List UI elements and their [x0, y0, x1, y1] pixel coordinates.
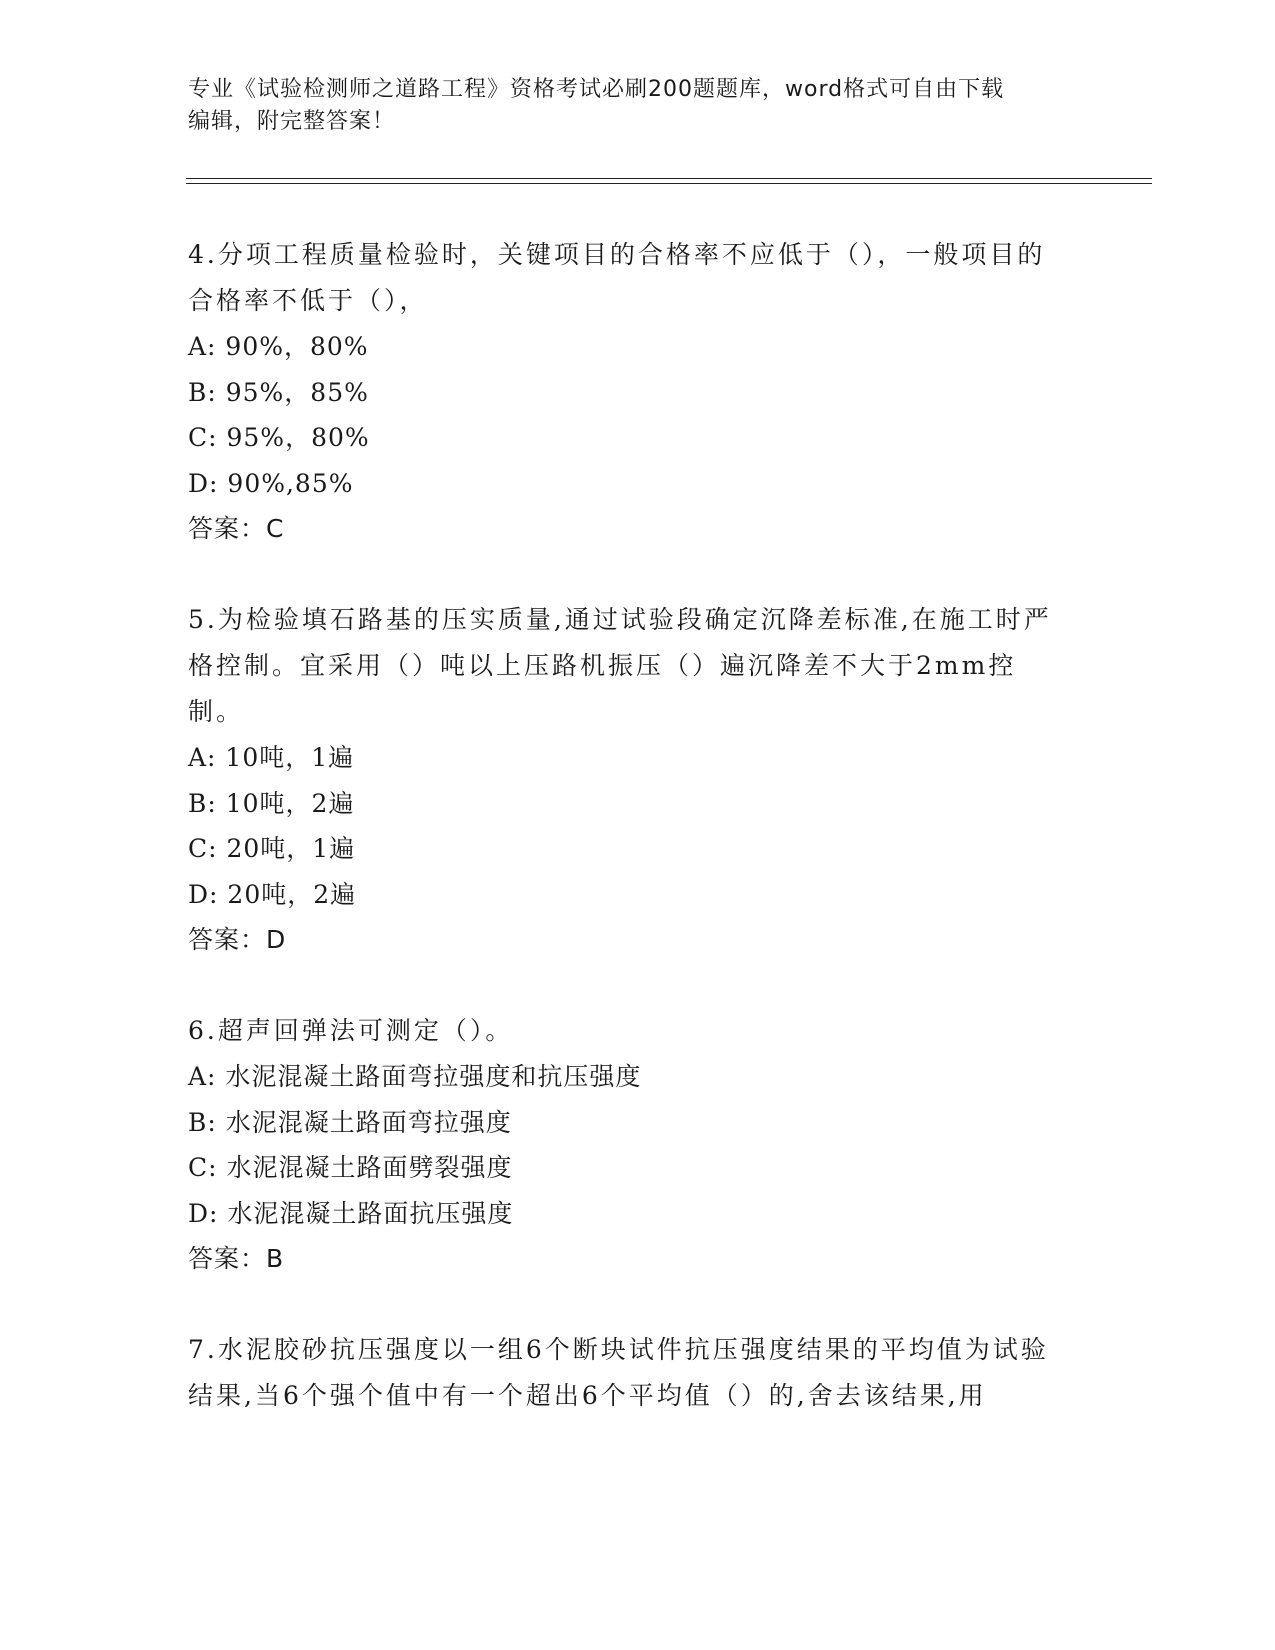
question-text: 7.水泥胶砂抗压强度以一组6个断块试件抗压强度结果的平均值为试验结果,当6个强个值中有一个超出6个平均值（）的,舍去该结果,用 [188, 1335, 1049, 1410]
option-a: A: 10吨，1遍 [188, 743, 355, 772]
option-c: C: 水泥混凝土路面劈裂强度 [188, 1153, 513, 1182]
option-c: C: 20吨，1遍 [188, 834, 356, 863]
answer-label: 答案：D [188, 925, 287, 954]
option-c: C: 95%，80% [188, 423, 370, 452]
option-b: B: 95%，85% [188, 377, 369, 407]
question-7 [188, 1327, 1068, 1419]
header-divider-top [186, 178, 1152, 179]
header-line-2: 编辑，附完整答案！ [188, 109, 396, 134]
option-b: B: 10吨，2遍 [188, 788, 355, 818]
question-text: 4.分项工程质量检验时，关键项目的合格率不应低于（），一般项目的合格率不低于（）， [188, 240, 1046, 315]
question-text: 6.超声回弹法可测定（）。 [188, 1016, 514, 1045]
question-6 [188, 1008, 1068, 1282]
option-d: D: 水泥混凝土路面抗压强度 [188, 1198, 514, 1228]
question-list [188, 232, 1068, 1464]
header-divider-bottom [186, 183, 1152, 184]
option-a: A: 水泥混凝土路面弯拉强度和抗压强度 [188, 1062, 642, 1091]
answer-label: 答案：B [188, 1244, 285, 1273]
option-a: A: 90%，80% [188, 332, 369, 361]
document-header [188, 74, 1068, 138]
option-b: B: 水泥混凝土路面弯拉强度 [188, 1107, 512, 1137]
option-d: D: 90%,85% [188, 468, 354, 498]
question-5 [188, 597, 1068, 963]
question-text: 5.为检验填石路基的压实质量,通过试验段确定沉降差标准,在施工时严格控制。宜采用（）吨以上压路机振压（）遍沉降差不大于2mm控制。 [188, 605, 1052, 726]
header-line-1: 专业《试验检测师之道路工程》资格考试必刷200题题库，word格式可自由下载 [188, 77, 1005, 102]
question-4 [188, 232, 1068, 552]
option-d: D: 20吨，2遍 [188, 879, 357, 909]
answer-label: 答案：C [188, 514, 285, 543]
